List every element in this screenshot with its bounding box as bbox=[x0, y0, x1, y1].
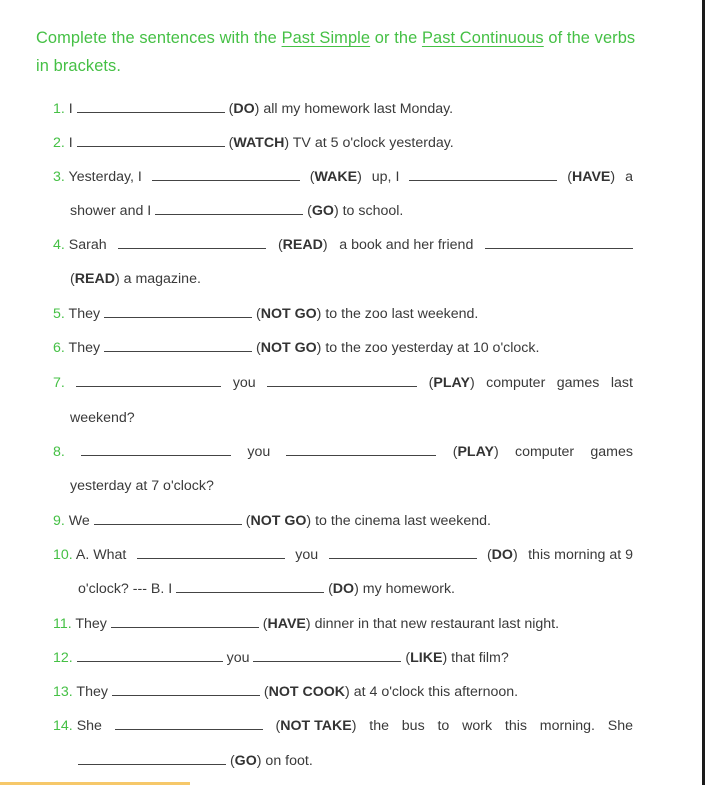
exercise-item-5: 5. They (NOT GO) to the zoo last weekend. bbox=[53, 306, 479, 322]
exercise-item-3: 3. Yesterday, I (WAKE) up, I (HAVE) a bbox=[53, 169, 633, 185]
exercise-item-4: 4. Sarah (READ) a book and her friend bbox=[53, 235, 633, 255]
answer-blank[interactable] bbox=[78, 751, 226, 765]
answer-blank[interactable] bbox=[94, 511, 242, 525]
answer-blank[interactable] bbox=[409, 167, 557, 181]
answer-blank[interactable] bbox=[81, 442, 231, 456]
answer-blank[interactable] bbox=[112, 682, 260, 696]
exercise-item-14-line-2: (GO) on foot. bbox=[78, 751, 313, 771]
exercise-item-8: 8. you (PLAY) computer games bbox=[53, 444, 633, 460]
answer-blank[interactable] bbox=[155, 201, 303, 215]
answer-blank[interactable] bbox=[286, 442, 436, 456]
answer-blank[interactable] bbox=[267, 373, 417, 387]
exercise-item-4-line-2: (READ) a magazine. bbox=[70, 271, 201, 287]
answer-blank[interactable] bbox=[104, 338, 252, 352]
exercise-item-7: 7. you (PLAY) computer games last bbox=[53, 375, 633, 391]
exercise-item-6: 6. They (NOT GO) to the zoo yesterday at 10 o'clock. bbox=[53, 340, 540, 356]
exercise-item-11: 11. They (HAVE) dinner in that new restaurant last night. bbox=[53, 616, 560, 632]
exercise-item-1: 1. I (DO) all my homework last Monday. bbox=[53, 101, 454, 117]
exercise-instructions: Complete the sentences with the Past Simple or the Past Continuous of the verbs in brackets. bbox=[36, 29, 636, 75]
answer-blank[interactable] bbox=[485, 235, 633, 249]
exercise-item-10-line-2: o'clock? --- B. I (DO) my homework. bbox=[78, 581, 455, 597]
exercise-item-2: 2. I (WATCH) TV at 5 o'clock yesterday. bbox=[53, 135, 454, 151]
answer-blank[interactable] bbox=[329, 545, 477, 559]
answer-blank[interactable] bbox=[76, 373, 221, 387]
exercise-item-7-line-2: weekend? bbox=[70, 410, 135, 426]
answer-blank[interactable] bbox=[77, 133, 225, 147]
answer-blank[interactable] bbox=[176, 579, 324, 593]
exercise-item-10: 10. A. What you (DO) this morning at 9 bbox=[53, 547, 633, 563]
answer-blank[interactable] bbox=[104, 304, 252, 318]
answer-blank[interactable] bbox=[77, 99, 225, 113]
exercise-item-13: 13. They (NOT COOK) at 4 o'clock this afternoon. bbox=[53, 684, 519, 700]
answer-blank[interactable] bbox=[137, 545, 285, 559]
answer-blank[interactable] bbox=[115, 716, 263, 730]
answer-blank[interactable] bbox=[118, 235, 266, 249]
exercise-item-8-line-2: yesterday at 7 o'clock? bbox=[70, 478, 214, 494]
answer-blank[interactable] bbox=[77, 648, 223, 662]
exercise-item-3-line-2: shower and I (GO) to school. bbox=[70, 203, 404, 219]
answer-blank[interactable] bbox=[111, 614, 259, 628]
exercise-item-9: 9. We (NOT GO) to the cinema last weekend. bbox=[53, 513, 491, 529]
exercise-item-14: 14. She (NOT TAKE) the bus to work this morning. She bbox=[53, 718, 633, 734]
exercise-item-12: 12. you (LIKE) that film? bbox=[53, 650, 509, 666]
answer-blank[interactable] bbox=[253, 648, 401, 662]
answer-blank[interactable] bbox=[152, 167, 300, 181]
